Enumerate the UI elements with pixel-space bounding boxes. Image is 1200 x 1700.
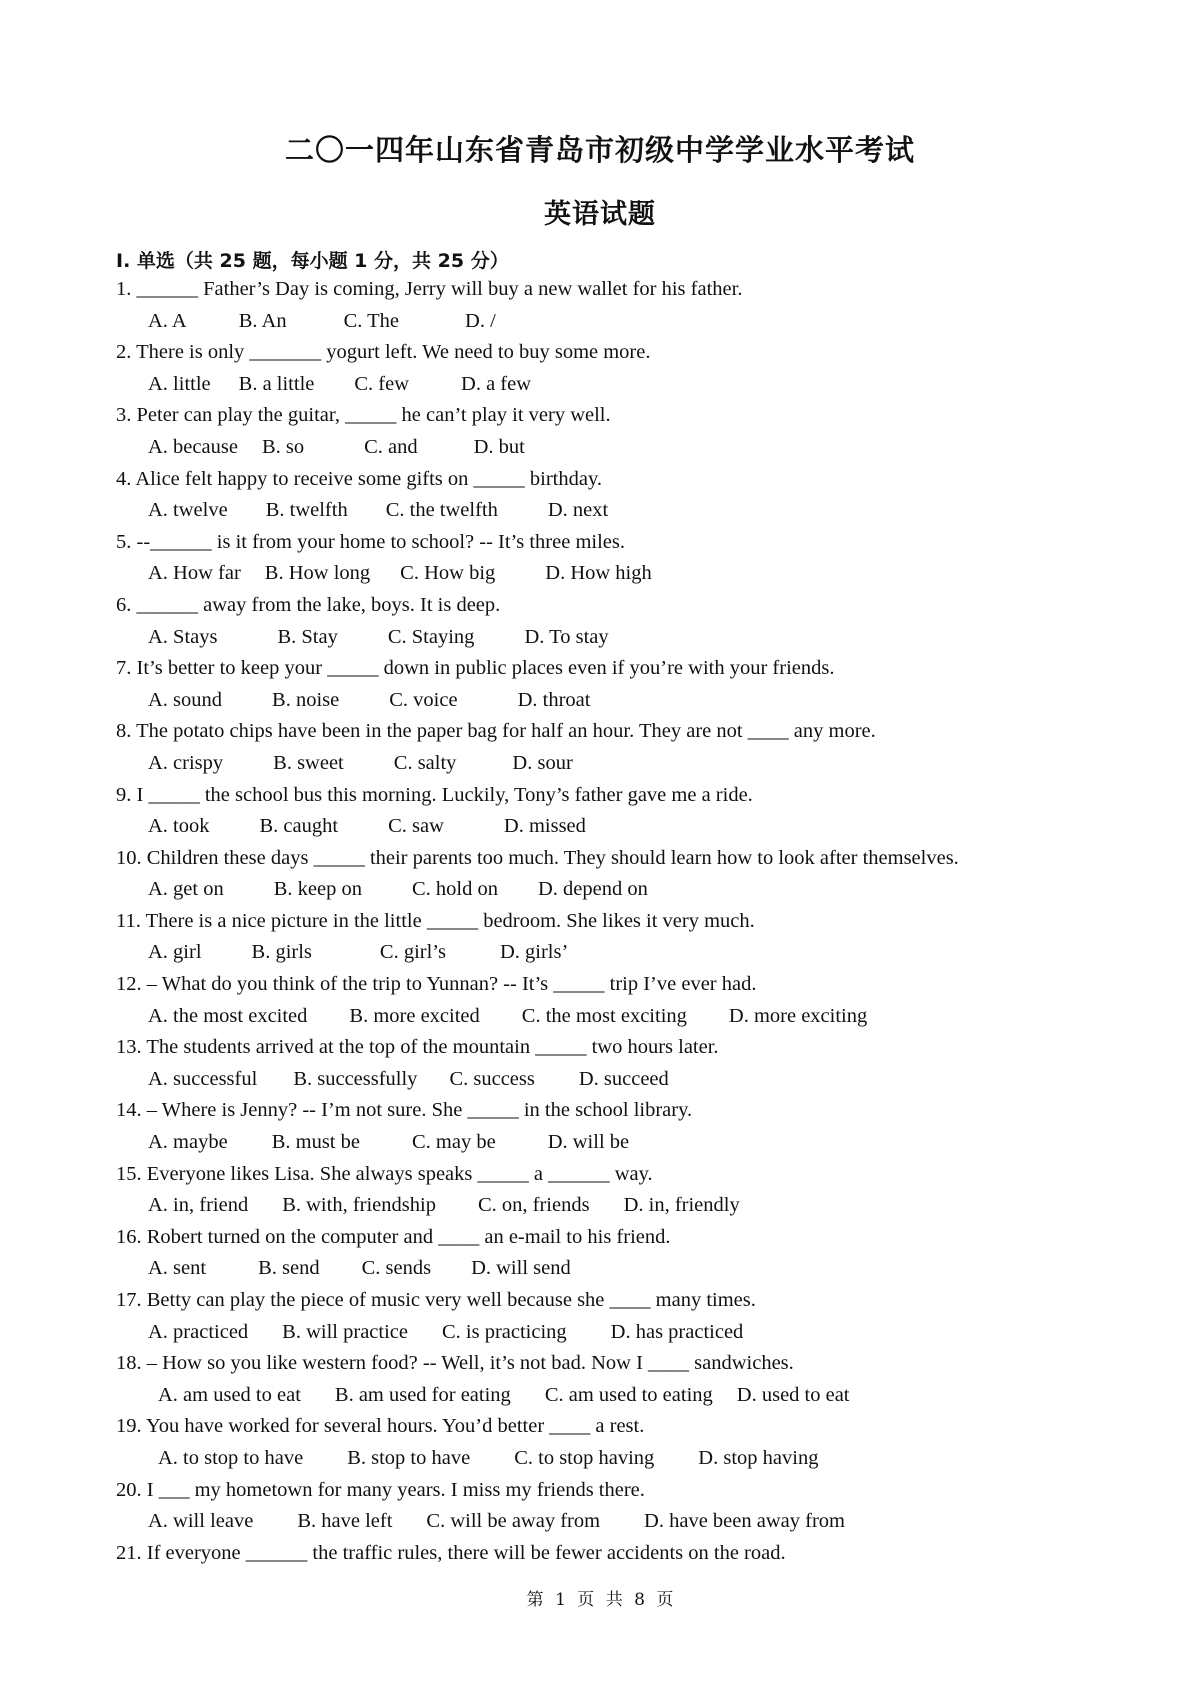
answer-option[interactable]: A. girl xyxy=(148,941,202,964)
answer-option[interactable]: A. little xyxy=(148,372,211,395)
option-row xyxy=(116,1127,1116,1159)
question-text: 20. I ___ my hometown for many years. I miss my friends there. xyxy=(116,1478,645,1501)
answer-option[interactable]: B. have left xyxy=(297,1510,393,1533)
question-text: 7. It’s better to keep your _____ down in public places even if you’re with your friends. xyxy=(116,657,835,680)
answer-option[interactable]: D. throat xyxy=(517,688,591,711)
option-row xyxy=(116,558,1116,590)
answer-option[interactable]: A. A xyxy=(148,309,187,332)
answer-option[interactable]: A. took xyxy=(148,815,210,838)
answer-option[interactable]: D. depend on xyxy=(537,878,648,901)
answer-option[interactable]: C. salty xyxy=(393,751,457,774)
answer-option[interactable]: B. Stay xyxy=(277,625,338,648)
option-row xyxy=(116,1190,1116,1222)
answer-option[interactable]: A. crispy xyxy=(148,751,224,774)
answer-option[interactable]: C. sends xyxy=(361,1257,432,1280)
question-list xyxy=(116,274,1116,1569)
question-text: 2. There is only _______ yogurt left. We need to buy some more. xyxy=(116,341,651,364)
answer-option[interactable]: A. maybe xyxy=(148,1131,228,1154)
answer-option[interactable]: B. twelfth xyxy=(265,499,348,522)
option-row xyxy=(116,1001,1116,1033)
answer-option[interactable]: B. a little xyxy=(238,372,315,395)
answer-option[interactable]: A. in, friend xyxy=(148,1194,249,1217)
question-text: 21. If everyone ______ the traffic rules, there will be fewer accidents on the road. xyxy=(116,1541,786,1564)
answer-option[interactable]: B. with, friendship xyxy=(282,1194,436,1217)
answer-option[interactable]: D. stop having xyxy=(698,1446,819,1469)
answer-option[interactable]: B. so xyxy=(261,435,305,458)
option-row xyxy=(116,685,1116,717)
option-row xyxy=(116,1317,1116,1349)
answer-option[interactable]: B. must be xyxy=(271,1131,360,1154)
answer-option[interactable]: D. How high xyxy=(545,562,652,585)
question-text: 14. – Where is Jenny? -- I’m not sure. She _____ in the school library. xyxy=(116,1099,693,1122)
answer-option[interactable]: D. will send xyxy=(471,1257,571,1280)
option-row xyxy=(116,432,1116,464)
section-heading: I. 单选（共 25 题，每小题 1 分，共 25 分） xyxy=(116,250,509,272)
question-text: 4. Alice felt happy to receive some gifts on _____ birthday. xyxy=(116,467,602,490)
answer-option[interactable]: C. and xyxy=(364,435,418,458)
answer-option[interactable]: B. How long xyxy=(264,562,371,585)
exam-title: 二〇一四年山东省青岛市初级中学学业水平考试 xyxy=(284,133,915,167)
question-text: 8. The potato chips have been in the paper bag for half an hour. They are not ____ any more. xyxy=(116,720,876,743)
option-row xyxy=(116,1506,1116,1538)
question-text: 3. Peter can play the guitar, _____ he can’t play it very well. xyxy=(116,404,611,427)
answer-option[interactable]: A. sound xyxy=(148,688,223,711)
answer-option[interactable]: D. have been away from xyxy=(644,1510,845,1533)
option-row xyxy=(116,811,1116,843)
answer-option[interactable]: D. more exciting xyxy=(728,1004,868,1027)
answer-option[interactable]: A. get on xyxy=(148,878,224,901)
answer-option[interactable]: C. the most exciting xyxy=(521,1004,687,1027)
option-row xyxy=(116,369,1116,401)
answer-option[interactable]: C. am used to eating xyxy=(544,1383,713,1406)
question-text: 13. The students arrived at the top of the mountain _____ two hours later. xyxy=(116,1036,719,1059)
answer-option[interactable]: D. has practiced xyxy=(610,1320,744,1343)
answer-option[interactable]: C. success xyxy=(449,1067,535,1090)
answer-option[interactable]: B. keep on xyxy=(273,878,362,901)
option-row xyxy=(116,1380,1116,1412)
question-text: 12. – What do you think of the trip to Yunnan? -- It’s _____ trip I’ve ever had. xyxy=(116,973,757,996)
answer-option[interactable]: B. An xyxy=(238,309,287,332)
answer-option[interactable]: D. in, friendly xyxy=(623,1194,740,1217)
answer-option[interactable]: A. am used to eat xyxy=(158,1383,301,1406)
answer-option[interactable]: C. on, friends xyxy=(477,1194,590,1217)
question-text: 15. Everyone likes Lisa. She always speaks _____ a ______ way. xyxy=(116,1162,653,1185)
question-text: 16. Robert turned on the computer and ____ an e-mail to his friend. xyxy=(116,1225,671,1248)
answer-option[interactable]: B. noise xyxy=(272,688,340,711)
exam-subtitle: 英语试题 xyxy=(544,199,656,230)
option-row xyxy=(116,495,1116,527)
option-row xyxy=(116,874,1116,906)
answer-option[interactable]: C. voice xyxy=(389,688,458,711)
answer-option[interactable]: C. The xyxy=(343,309,400,332)
answer-option[interactable]: C. girl’s xyxy=(379,941,446,964)
answer-option[interactable]: D. a few xyxy=(461,372,532,395)
answer-option[interactable]: A. Stays xyxy=(148,625,218,648)
answer-option[interactable]: A. How far xyxy=(148,562,241,585)
answer-option[interactable]: A. because xyxy=(148,435,238,458)
question-text: 1. ______ Father’s Day is coming, Jerry will buy a new wallet for his father. xyxy=(116,278,743,300)
answer-option[interactable]: B. will practice xyxy=(282,1320,408,1343)
answer-option[interactable]: B. sweet xyxy=(273,751,344,774)
question-text: 11. There is a nice picture in the little _____ bedroom. She likes it very much. xyxy=(116,909,755,932)
answer-option[interactable]: B. am used for eating xyxy=(334,1383,511,1406)
answer-option[interactable]: A. will leave xyxy=(148,1510,254,1533)
answer-option[interactable]: A. to stop to have xyxy=(158,1446,304,1469)
answer-option[interactable]: C. How big xyxy=(400,562,496,585)
answer-option[interactable]: D. / xyxy=(465,309,496,332)
answer-option[interactable]: A. the most excited xyxy=(148,1004,308,1027)
option-row xyxy=(116,937,1116,969)
answer-option[interactable]: C. is practicing xyxy=(441,1320,567,1343)
answer-option[interactable]: B. caught xyxy=(259,815,339,838)
page-footer: 第 1 页 共 8 页 xyxy=(526,1590,674,1610)
answer-option[interactable]: D. missed xyxy=(503,815,586,838)
question-text: 5. --______ is it from your home to school? -- It’s three miles. xyxy=(116,530,625,553)
answer-option[interactable]: C. Staying xyxy=(387,625,475,648)
answer-option[interactable]: C. hold on xyxy=(411,878,498,901)
option-row xyxy=(116,306,1116,338)
option-row xyxy=(116,1443,1116,1475)
question-text: 19. You have worked for several hours. You’d better ____ a rest. xyxy=(116,1415,645,1438)
question-text: 10. Children these days _____ their parents too much. They should learn how to look after themselves. xyxy=(116,846,959,869)
answer-option[interactable]: C. to stop having xyxy=(514,1446,655,1469)
answer-option[interactable]: B. more excited xyxy=(349,1004,480,1027)
question-text: 17. Betty can play the piece of music very well because she ____ many times. xyxy=(116,1289,756,1311)
option-row xyxy=(116,1253,1116,1285)
answer-option[interactable]: B. girls xyxy=(251,941,312,964)
answer-option[interactable]: B. successfully xyxy=(293,1067,418,1090)
answer-option[interactable]: D. will be xyxy=(547,1131,630,1154)
question-text: 6. ______ away from the lake, boys. It is deep. xyxy=(116,593,501,616)
answer-option[interactable]: D. used to eat xyxy=(736,1383,850,1406)
answer-option[interactable]: C. will be away from xyxy=(426,1510,601,1533)
answer-option[interactable]: A. sent xyxy=(148,1257,207,1280)
question-text: 9. I _____ the school bus this morning. Luckily, Tony’s father gave me a ride. xyxy=(116,783,753,806)
answer-option[interactable]: D. succeed xyxy=(578,1067,669,1090)
answer-option[interactable]: D. next xyxy=(547,499,609,522)
question-text: 18. – How so you like western food? -- Well, it’s not bad. Now I ____ sandwiches. xyxy=(116,1352,794,1375)
answer-option[interactable]: D. To stay xyxy=(524,625,609,648)
answer-option[interactable]: D. sour xyxy=(512,751,573,774)
answer-option[interactable]: C. may be xyxy=(411,1131,496,1154)
answer-option[interactable]: A. successful xyxy=(148,1067,258,1090)
answer-option[interactable]: C. saw xyxy=(388,815,444,838)
answer-option[interactable]: A. twelve xyxy=(148,499,228,522)
answer-option[interactable]: B. send xyxy=(258,1257,320,1280)
answer-option[interactable]: C. the twelfth xyxy=(385,499,498,522)
answer-option[interactable]: D. girls’ xyxy=(499,941,569,964)
option-row xyxy=(116,622,1116,654)
option-row xyxy=(116,1064,1116,1096)
answer-option[interactable]: C. few xyxy=(354,372,410,395)
answer-option[interactable]: D. but xyxy=(473,435,525,458)
option-row xyxy=(116,748,1116,780)
answer-option[interactable]: B. stop to have xyxy=(347,1446,471,1469)
answer-option[interactable]: A. practiced xyxy=(148,1320,249,1343)
